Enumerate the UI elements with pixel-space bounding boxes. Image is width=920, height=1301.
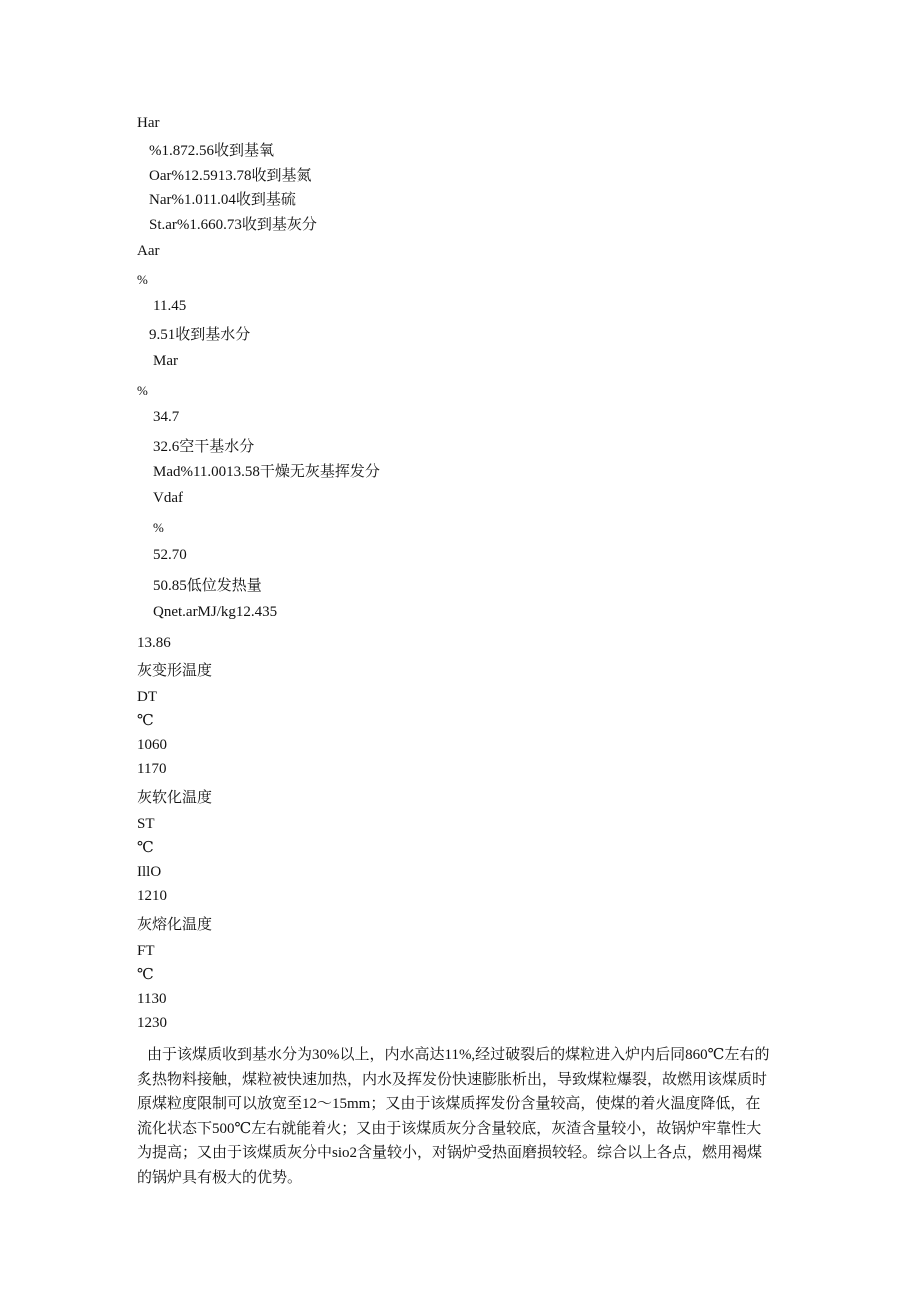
text-line: Aar [137, 243, 160, 259]
text-line: 1210 [137, 888, 167, 904]
text-line: % [137, 272, 148, 287]
text-line: 32.6空干基水分 [153, 439, 255, 455]
paragraph-line: 为提高；又由于该煤质灰分中sio2含量较小，对锅炉受热面磨损较轻。综合以上各点，燃用褐煤 [137, 1145, 763, 1162]
text-line: 50.85低位发热量 [153, 578, 262, 594]
text-line: IllO [137, 864, 162, 880]
text-line: Vdaf [153, 490, 183, 506]
text-line: 1230 [137, 1015, 167, 1031]
text-line: %1.872.56收到基氧 [149, 143, 274, 159]
text-line: % [153, 520, 164, 535]
text-line: 34.7 [153, 409, 180, 425]
paragraph-line: 原煤粒度限制可以放宽至12～15mm；又由于该煤质挥发份含量较高，使煤的着火温度降低，在 [137, 1096, 761, 1113]
text-line: ℃ [137, 967, 154, 983]
text-line: 52.70 [153, 547, 187, 563]
text-line: % [137, 383, 148, 398]
text-line: 1170 [137, 761, 167, 777]
body-paragraph [137, 1043, 787, 1191]
text-line: 13.86 [137, 635, 171, 651]
text-line: 1060 [137, 737, 167, 753]
text-line: ℃ [137, 713, 154, 729]
text-line: 9.51收到基水分 [149, 327, 251, 343]
paragraph-line: 炙热物料接触，煤粒被快速加热，内水及挥发份快速膨胀析出，导致煤粒爆裂，故燃用该煤质时 [137, 1071, 768, 1088]
paragraph-line: 由于该煤质收到基水分为30%以上，内水高达11%,经过破裂后的煤粒进入炉内后同860℃左右的 [147, 1047, 770, 1063]
paragraph-line: 流化状态下500℃左右就能着火；又由于该煤质灰分含量较底，灰渣含量较小，故锅炉牢靠性大 [137, 1120, 762, 1137]
text-line: DT [137, 689, 157, 705]
text-line: Mar [153, 353, 178, 369]
text-line: 1130 [137, 991, 167, 1007]
text-line: ℃ [137, 840, 154, 856]
text-line: Nar%1.011.04收到基硫 [149, 192, 296, 208]
text-line: Oar%12.5913.78收到基氮 [149, 168, 312, 184]
text-line: Mad%11.0013.58干燥无灰基挥发分 [153, 464, 380, 480]
text-line: Har [137, 115, 160, 131]
text-line: 灰熔化温度 [137, 917, 213, 933]
text-line: St.ar%1.660.73收到基灰分 [149, 217, 317, 233]
paragraph-line: 的锅炉具有极大的优势。 [137, 1169, 303, 1186]
text-line: ST [137, 816, 155, 832]
text-line: 灰变形温度 [137, 663, 213, 679]
text-line: FT [137, 943, 155, 959]
text-line: 灰软化温度 [137, 790, 213, 806]
text-line: 11.45 [153, 298, 187, 314]
text-line: Qnet.arMJ/kg12.435 [153, 604, 278, 620]
